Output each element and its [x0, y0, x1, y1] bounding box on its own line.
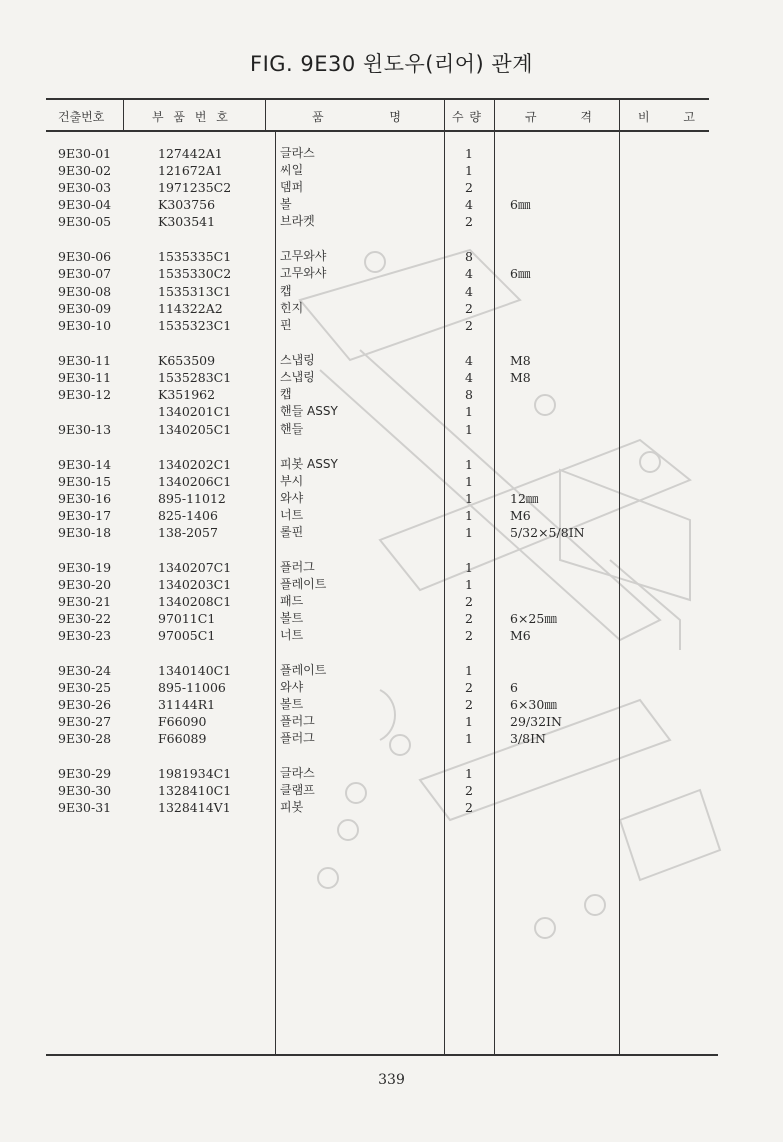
table-row [0, 473, 783, 490]
part-name-cell: 고무와샤 [280, 249, 327, 263]
column-divider [123, 98, 124, 131]
table-row [0, 317, 783, 334]
table-row [0, 162, 783, 179]
qty-cell: 4 [465, 266, 473, 281]
part-no-cell: 1340207C1 [158, 560, 232, 575]
table-row [0, 782, 783, 799]
column-divider [265, 98, 266, 131]
part-name-cell: 캡 [280, 387, 292, 401]
item-no-cell: 9E30-04 [58, 197, 112, 212]
part-no-cell: 121672A1 [158, 163, 223, 178]
part-no-cell: 1535323C1 [158, 318, 232, 333]
part-name-cell: 핸들 [280, 422, 304, 436]
qty-cell: 1 [465, 474, 473, 489]
item-no-cell: 9E30-16 [58, 491, 112, 506]
header-remarks: 비 고 [638, 110, 695, 124]
item-no-cell: 9E30-11 [58, 370, 112, 385]
spec-cell: 6 [510, 680, 518, 695]
part-name-cell: 핀 [280, 318, 292, 332]
part-no-cell: F66089 [158, 731, 207, 746]
part-no-cell: 31144R1 [158, 697, 216, 712]
qty-cell: 1 [465, 560, 473, 575]
item-no-cell: 9E30-05 [58, 214, 112, 229]
table-row [0, 696, 783, 713]
page-number: 339 [378, 1072, 405, 1088]
part-no-cell: K653509 [158, 353, 216, 368]
item-no-cell: 9E30-25 [58, 680, 112, 695]
qty-cell: 1 [465, 146, 473, 161]
part-no-cell: 127442A1 [158, 146, 223, 161]
item-no-cell: 9E30-02 [58, 163, 112, 178]
part-name-cell: 힌지 [280, 301, 304, 315]
table-row [0, 662, 783, 679]
item-no-cell: 9E30-15 [58, 474, 112, 489]
part-no-cell: 1328410C1 [158, 783, 232, 798]
item-no-cell: 9E30-26 [58, 697, 112, 712]
item-no-cell: 9E30-13 [58, 422, 112, 437]
part-name-cell: 너트 [280, 508, 304, 522]
item-no-cell: 9E30-01 [58, 146, 112, 161]
item-no-cell: 9E30-28 [58, 731, 112, 746]
qty-cell: 1 [465, 731, 473, 746]
table-row [0, 248, 783, 265]
spec-cell: M6 [510, 508, 531, 523]
part-name-cell: 롤핀 [280, 525, 304, 539]
table-row [0, 456, 783, 473]
qty-cell: 8 [465, 387, 473, 402]
table-row [0, 145, 783, 162]
table-top-rule [46, 98, 709, 100]
part-name-cell: 브라켓 [280, 214, 315, 228]
spec-cell: M8 [510, 370, 531, 385]
part-no-cell: 1340201C1 [158, 404, 232, 419]
part-no-cell: K303541 [158, 214, 216, 229]
item-no-cell: 9E30-14 [58, 457, 112, 472]
part-name-cell: 글라스 [280, 766, 315, 780]
spec-cell: 12㎜ [510, 491, 539, 506]
part-name-cell: 캡 [280, 284, 292, 298]
part-no-cell: 1340208C1 [158, 594, 232, 609]
part-name-cell: 볼트 [280, 611, 304, 625]
table-row [0, 576, 783, 593]
item-no-cell: 9E30-08 [58, 284, 112, 299]
table-bottom-rule [46, 1054, 718, 1056]
part-name-cell: 플러그 [280, 714, 315, 728]
table-row [0, 593, 783, 610]
table-row [0, 403, 783, 420]
qty-cell: 1 [465, 577, 473, 592]
part-no-cell: 895-11006 [158, 680, 226, 695]
part-no-cell: 895-11012 [158, 491, 226, 506]
qty-cell: 2 [465, 301, 473, 316]
spec-cell: 6×30㎜ [510, 697, 557, 712]
table-row [0, 369, 783, 386]
part-name-cell: 피봇 ASSY [280, 457, 338, 471]
header-spec: 규 격 [525, 110, 592, 124]
part-no-cell: K303756 [158, 197, 216, 212]
part-name-cell: 부시 [280, 474, 304, 488]
item-no-cell: 9E30-27 [58, 714, 112, 729]
item-no-cell: 9E30-06 [58, 249, 112, 264]
qty-cell: 1 [465, 457, 473, 472]
table-row [0, 507, 783, 524]
part-name-cell: 뎀퍼 [280, 180, 304, 194]
qty-cell: 1 [465, 525, 473, 540]
item-no-cell: 9E30-23 [58, 628, 112, 643]
part-no-cell: 1340203C1 [158, 577, 232, 592]
part-no-cell: 1340205C1 [158, 422, 232, 437]
qty-cell: 1 [465, 714, 473, 729]
part-no-cell: 1535330C2 [158, 266, 232, 281]
table-row [0, 627, 783, 644]
item-no-cell: 9E30-10 [58, 318, 112, 333]
part-name-cell: 스냅링 [280, 370, 315, 384]
part-no-cell: F66090 [158, 714, 207, 729]
qty-cell: 2 [465, 611, 473, 626]
table-header-rule [46, 130, 709, 132]
item-no-cell: 9E30-11 [58, 353, 112, 368]
spec-cell: M8 [510, 353, 531, 368]
spec-cell: M6 [510, 628, 531, 643]
part-no-cell: 1340206C1 [158, 474, 232, 489]
part-name-cell: 와샤 [280, 680, 304, 694]
qty-cell: 1 [465, 163, 473, 178]
part-name-cell: 플러그 [280, 560, 315, 574]
table-row [0, 196, 783, 213]
part-no-cell: 825-1406 [158, 508, 218, 523]
spec-cell: 3/8IN [510, 731, 546, 746]
qty-cell: 2 [465, 318, 473, 333]
spec-cell: 29/32IN [510, 714, 562, 729]
part-name-cell: 볼 [280, 197, 292, 211]
item-no-cell: 9E30-09 [58, 301, 112, 316]
spec-cell: 6㎜ [510, 266, 531, 281]
qty-cell: 2 [465, 594, 473, 609]
table-row [0, 713, 783, 730]
qty-cell: 2 [465, 783, 473, 798]
part-name-cell: 글라스 [280, 146, 315, 160]
item-no-cell: 9E30-19 [58, 560, 112, 575]
part-no-cell: 1535313C1 [158, 284, 232, 299]
table-row [0, 179, 783, 196]
header-qty: 수 량 [452, 110, 481, 124]
table-row [0, 730, 783, 747]
part-no-cell: 1328414V1 [158, 800, 231, 815]
item-no-cell: 9E30-22 [58, 611, 112, 626]
item-no-cell: 9E30-21 [58, 594, 112, 609]
part-name-cell: 플러그 [280, 731, 315, 745]
table-row [0, 352, 783, 369]
table-row [0, 283, 783, 300]
part-name-cell: 피봇 [280, 800, 304, 814]
part-name-cell: 고무와샤 [280, 266, 327, 280]
item-no-cell: 9E30-29 [58, 766, 112, 781]
part-name-cell: 핸들 ASSY [280, 404, 338, 418]
qty-cell: 1 [465, 422, 473, 437]
page-title: FIG. 9E30 윈도우(리어) 관계 [250, 52, 533, 76]
qty-cell: 2 [465, 697, 473, 712]
part-no-cell: 1340140C1 [158, 663, 232, 678]
qty-cell: 1 [465, 663, 473, 678]
header-item-no: 건출번호 [58, 110, 105, 124]
part-name-cell: 너트 [280, 628, 304, 642]
part-no-cell: 1340202C1 [158, 457, 232, 472]
table-row [0, 265, 783, 282]
table-row [0, 559, 783, 576]
item-no-cell: 9E30-18 [58, 525, 112, 540]
part-name-cell: 플레이트 [280, 663, 327, 677]
part-no-cell: 97005C1 [158, 628, 216, 643]
table-row [0, 799, 783, 816]
qty-cell: 1 [465, 404, 473, 419]
table-row [0, 679, 783, 696]
item-no-cell: 9E30-24 [58, 663, 112, 678]
qty-cell: 4 [465, 284, 473, 299]
qty-cell: 2 [465, 800, 473, 815]
item-no-cell: 9E30-31 [58, 800, 112, 815]
part-no-cell: 1971235C2 [158, 180, 232, 195]
header-part-no: 부 품 번 호 [152, 110, 228, 124]
table-row [0, 421, 783, 438]
part-name-cell: 플레이트 [280, 577, 327, 591]
qty-cell: 4 [465, 370, 473, 385]
part-no-cell: 114322A2 [158, 301, 223, 316]
item-no-cell: 9E30-30 [58, 783, 112, 798]
table-row [0, 213, 783, 230]
part-name-cell: 와샤 [280, 491, 304, 505]
part-name-cell: 패드 [280, 594, 304, 608]
qty-cell: 4 [465, 353, 473, 368]
spec-cell: 5/32×5/8IN [510, 525, 585, 540]
qty-cell: 2 [465, 628, 473, 643]
part-name-cell: 씨일 [280, 163, 304, 177]
part-name-cell: 볼트 [280, 697, 304, 711]
item-no-cell: 9E30-17 [58, 508, 112, 523]
spec-cell: 6×25㎜ [510, 611, 557, 626]
item-no-cell: 9E30-20 [58, 577, 112, 592]
part-name-cell: 클램프 [280, 783, 315, 797]
table-row [0, 610, 783, 627]
header-name: 품 명 [312, 110, 401, 124]
table-row [0, 490, 783, 507]
qty-cell: 4 [465, 197, 473, 212]
part-no-cell: 1535335C1 [158, 249, 232, 264]
spec-cell: 6㎜ [510, 197, 531, 212]
qty-cell: 8 [465, 249, 473, 264]
part-no-cell: 1535283C1 [158, 370, 232, 385]
qty-cell: 1 [465, 491, 473, 506]
part-no-cell: K351962 [158, 387, 216, 402]
table-row [0, 765, 783, 782]
part-no-cell: 1981934C1 [158, 766, 232, 781]
part-name-cell: 스냅링 [280, 353, 315, 367]
part-no-cell: 138-2057 [158, 525, 218, 540]
table-row [0, 386, 783, 403]
item-no-cell: 9E30-07 [58, 266, 112, 281]
part-no-cell: 97011C1 [158, 611, 216, 626]
item-no-cell: 9E30-03 [58, 180, 112, 195]
table-row [0, 524, 783, 541]
qty-cell: 1 [465, 508, 473, 523]
qty-cell: 1 [465, 766, 473, 781]
table-row [0, 300, 783, 317]
qty-cell: 2 [465, 180, 473, 195]
qty-cell: 2 [465, 214, 473, 229]
item-no-cell: 9E30-12 [58, 387, 112, 402]
qty-cell: 2 [465, 680, 473, 695]
